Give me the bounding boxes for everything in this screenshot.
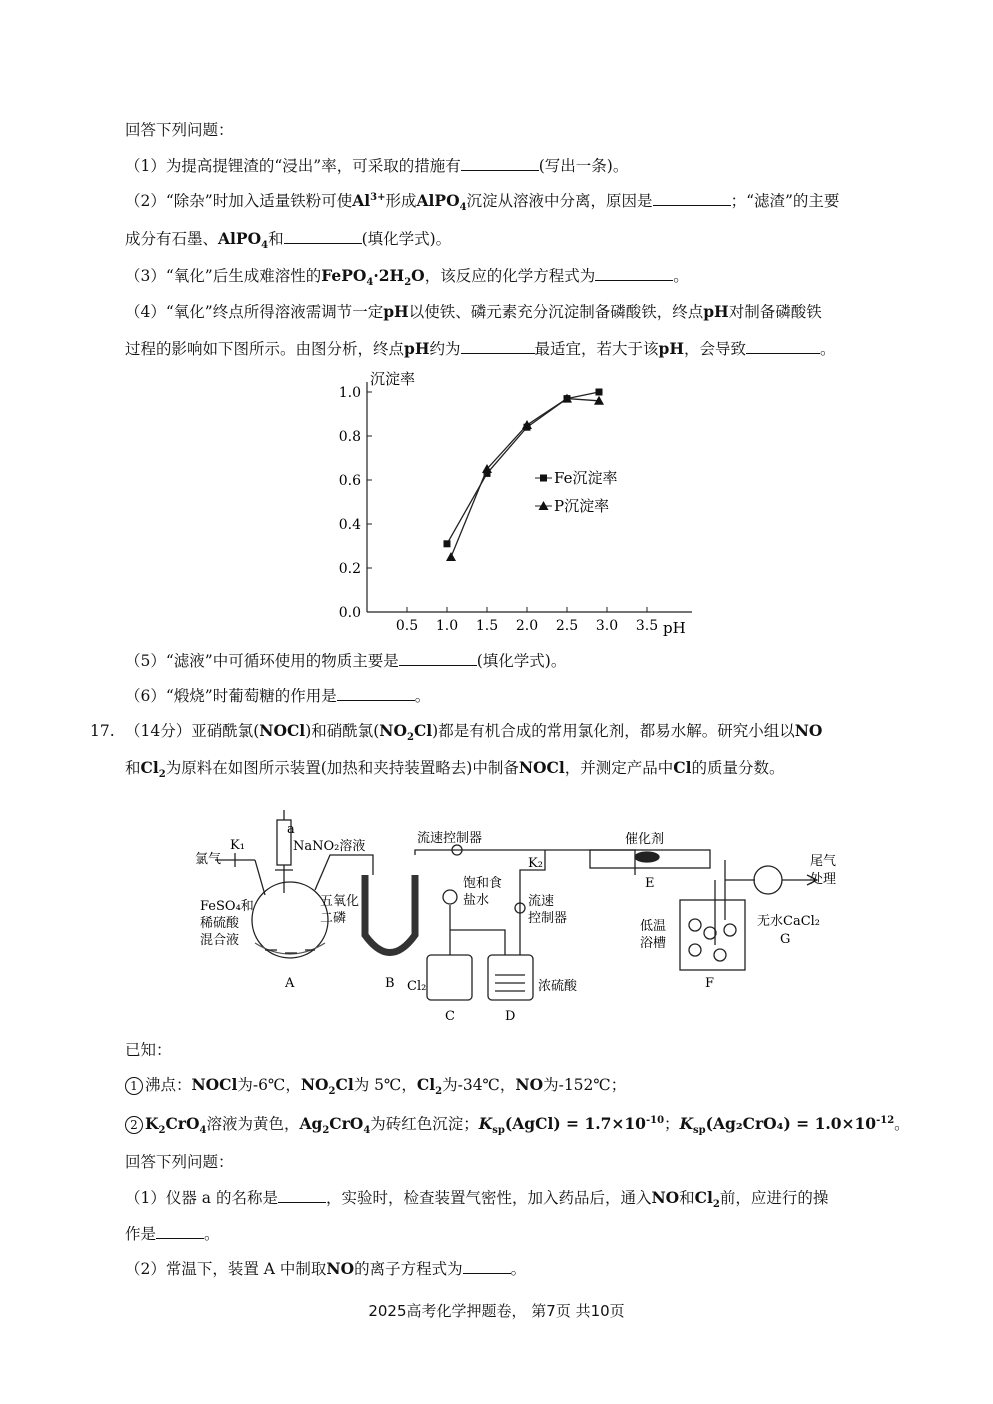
- label-flow-controller-1: 流速控制器: [417, 831, 483, 846]
- label-G: G: [780, 932, 791, 947]
- label-cacl2: 无水CaCl₂: [757, 914, 821, 929]
- label-p2o5-2: 二磷: [320, 911, 347, 926]
- question-17-1-cont: 作是 。: [125, 1225, 220, 1243]
- answer-blank[interactable]: [461, 155, 539, 171]
- label-a: a: [287, 822, 295, 837]
- answer-blank[interactable]: [156, 1223, 204, 1239]
- answer-blank[interactable]: [337, 685, 415, 701]
- answer-blank[interactable]: [399, 650, 477, 666]
- wash-bottle-d: [488, 955, 533, 1000]
- label-flow-controller-2a: 流速: [528, 894, 555, 909]
- cold-bath-f: [680, 900, 745, 970]
- question-16-4-cont: 过程的影响如下图所示。由图分析，终点pH约为 最适宜，若大于该pH，会导致 。: [125, 339, 836, 358]
- question-16-2-cont: 成分有石墨、AlPO$_4$和 (填化学式)。: [125, 229, 452, 252]
- label-h2so4: 浓硫酸: [538, 979, 578, 994]
- label-bath-1: 低温: [640, 919, 667, 934]
- label-bath-2: 浴槽: [640, 936, 667, 951]
- question-17-stem: 17. （14分）亚硝酰氯(NOCl)和硝酰氯$(NO_2Cl)$都是有机合成的常用氯化剂，都易水解。研究小组以NO: [90, 721, 823, 744]
- question-17-stem-cont: 和$Cl_2$为原料在如图所示装置(加热和夹持装置略去)中制备NOCl，并测定产品中Cl的质量分数。: [125, 758, 785, 781]
- round-bottom-flask-a: [252, 882, 328, 958]
- label-E: E: [645, 876, 655, 891]
- y-tick-label: 0.4: [338, 517, 361, 533]
- question-16-6: （6）“煅烧”时葡萄糖的作用是 。: [125, 687, 431, 705]
- precipitation-rate-chart: [330, 360, 700, 640]
- legend-label: Fe沉淀率: [554, 469, 618, 487]
- legend-square-marker: [540, 475, 547, 482]
- legend-label: P沉淀率: [554, 497, 610, 515]
- u-tube-b: [365, 875, 415, 953]
- x-tick-label: 0.5: [395, 618, 419, 634]
- page-footer: 2025高考化学押题卷， 第7页 共10页: [368, 1302, 625, 1320]
- label-brine-1: 饱和食: [463, 876, 503, 891]
- label-cl2: Cl₂: [407, 979, 427, 994]
- x-tick-label: 1.5: [475, 618, 499, 634]
- drying-tube-g: [754, 866, 782, 894]
- label-brine-2: 盐水: [463, 893, 490, 908]
- x-tick-label: 2.0: [515, 618, 539, 634]
- question-16-4: （4）“氧化”终点所得溶液需调节一定pH以使铁、磷元素充分沉淀制备磷酸铁，终点pH对制备磷酸铁: [125, 302, 822, 321]
- label-tail-1: 尾气: [810, 854, 837, 869]
- y-tick-label: 0.8: [338, 429, 361, 445]
- question-17-2: （2）常温下，装置 A 中制取NO的离子方程式为 。: [125, 1259, 527, 1278]
- question-16-1: （1）为提高提锂渣的“浸出”率，可采取的措施有 (写出一条)。: [125, 157, 629, 175]
- label-tail-2: 处理: [810, 872, 837, 887]
- answer-blank[interactable]: [278, 1187, 326, 1203]
- intro-text: 回答下列问题：: [125, 121, 234, 139]
- intro-text-2: 回答下列问题：: [125, 1153, 234, 1171]
- label-k2: K₂: [528, 856, 543, 871]
- series-line: [447, 392, 599, 544]
- label-k1: K₁: [230, 838, 245, 853]
- gas-bottle-c: [427, 955, 472, 1000]
- known-heading: 已知：: [125, 1041, 172, 1059]
- y-tick-label: 1.0: [338, 385, 361, 401]
- known-2: 2 $K_2CrO_4$溶液为黄色，$Ag_2CrO_4$为砖红色沉淀；$K_{sp}(AgCl) = 1.7\times 10^{-10}$；$K_{sp}(Ag_2CrO_4) = 1.0\times 10^{-12}$。: [125, 1114, 910, 1134]
- x-tick-label: 2.5: [555, 618, 579, 634]
- x-tick-label: 1.0: [435, 618, 459, 634]
- y-axis-label: 沉淀率: [370, 370, 416, 388]
- answer-blank[interactable]: [595, 265, 673, 281]
- label-p2o5-1: 五氧化: [320, 894, 360, 909]
- label-B: B: [385, 976, 395, 991]
- apparatus-diagram: [195, 805, 855, 1030]
- label-feso4-3: 混合液: [200, 933, 240, 948]
- answer-blank[interactable]: [461, 338, 535, 354]
- label-catalyst: 催化剂: [625, 832, 665, 847]
- answer-blank[interactable]: [653, 190, 731, 206]
- label-nano2: NaNO₂溶液: [293, 839, 366, 854]
- p-data-point: [446, 552, 456, 561]
- label-feso4-2: 稀硫酸: [200, 916, 240, 931]
- x-tick-label: 3.0: [595, 618, 619, 634]
- question-16-5: （5）“滤液”中可循环使用的物质主要是 (填化学式)。: [125, 652, 567, 670]
- label-A: A: [285, 976, 295, 991]
- label-C: C: [445, 1009, 455, 1024]
- label-flow-controller-2b: 控制器: [528, 911, 568, 926]
- question-17-1: （1）仪器 a 的名称是 ，实验时，检查装置气密性，加入药品后，通入NO和$Cl_2$前，应进行的操: [125, 1188, 829, 1211]
- answer-blank[interactable]: [463, 1258, 511, 1274]
- x-axis-label: pH: [663, 619, 686, 637]
- answer-blank[interactable]: [746, 338, 820, 354]
- label-D: D: [505, 1009, 516, 1024]
- known-1: 1 沸点：NOCl为-6℃，$NO_2Cl$为 5℃，$Cl_2$为-34℃，NO为-152℃；: [125, 1075, 626, 1095]
- y-tick-label: 0.2: [338, 561, 361, 577]
- label-feso4-1: FeSO₄和: [200, 899, 254, 914]
- label-chlorine: 氯气: [195, 852, 222, 867]
- answer-blank[interactable]: [284, 228, 362, 244]
- question-16-3: （3）“氧化”后生成难溶性的$FePO_4\cdot 2H_2O$，该反应的化学方程式为 。: [125, 266, 689, 289]
- label-F: F: [705, 976, 715, 991]
- fe-data-point: [444, 540, 451, 547]
- y-tick-label: 0.0: [338, 605, 361, 621]
- y-tick-label: 0.6: [338, 473, 361, 489]
- x-tick-label: 3.5: [635, 618, 659, 634]
- fe-data-point: [596, 389, 603, 396]
- question-16-2: （2）“除杂”时加入适量铁粉可使$Al^{3+}$形成AlPO$_4$沉淀从溶液中分离，原因是 ；“滤渣”的主要: [125, 191, 840, 214]
